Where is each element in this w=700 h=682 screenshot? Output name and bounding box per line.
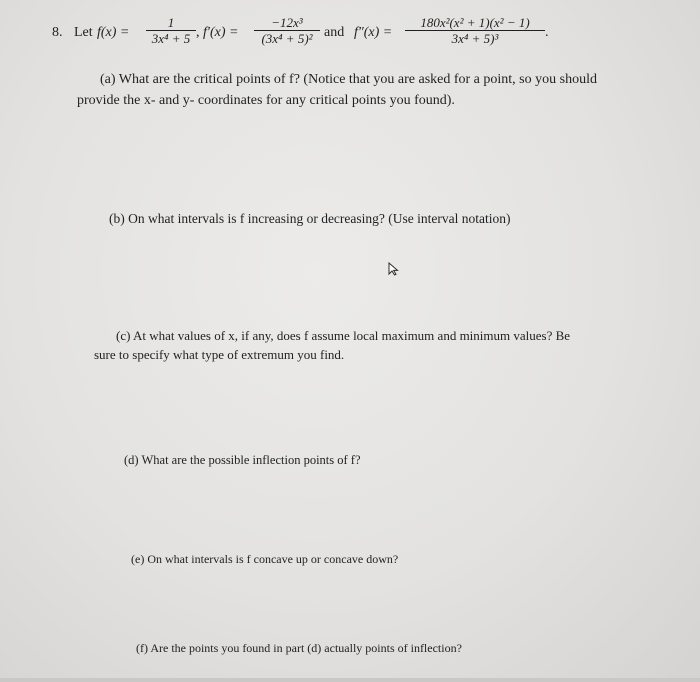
fprime-fraction (254, 15, 320, 46)
part-c-line1: (c) At what values of x, if any, does f assume local maximum and minimum values? Be (116, 328, 571, 343)
part-a-line1: (a) What are the critical points of f? (Notice that you are asked for a point, so you should (100, 72, 597, 87)
separator-comma: , (196, 25, 200, 40)
part-d: (d) What are the possible inflection points of f? (124, 453, 361, 467)
fprime-lhs: f′(x) = (203, 25, 239, 40)
fdouble-fraction (405, 15, 545, 46)
mouse-pointer-icon (388, 262, 400, 276)
part-e: (e) On what intervals is f concave up or concave down? (131, 552, 399, 566)
fdouble-numerator: 180x²(x² + 1)(x² − 1) (405, 15, 545, 31)
statement-period: . (545, 25, 549, 40)
f-fraction (146, 15, 196, 46)
part-f: (f) Are the points you found in part (d) actually points of inflection? (136, 641, 462, 655)
fprime-denominator: (3x⁴ + 5)² (261, 31, 313, 46)
fdouble-denominator: 3x⁴ + 5)³ (451, 31, 499, 46)
problem-let: Let (74, 25, 93, 40)
part-b: (b) On what intervals is f increasing or decreasing? (Use interval notation) (109, 211, 511, 226)
part-c-line2: sure to specify what type of extremum you find. (94, 347, 345, 362)
f-denominator: 3x⁴ + 5 (151, 31, 191, 46)
f-numerator: 1 (146, 15, 196, 31)
and-word: and (324, 25, 345, 40)
bottom-edge-strip (0, 678, 700, 682)
fprime-numerator: −12x³ (254, 15, 320, 31)
f-definition-lhs: f(x) = (97, 25, 130, 40)
problem-number: 8. (52, 25, 63, 40)
part-a-line2: provide the x- and y- coordinates for any critical points you found). (77, 93, 455, 108)
fdouble-lhs: f″(x) = (354, 25, 393, 40)
